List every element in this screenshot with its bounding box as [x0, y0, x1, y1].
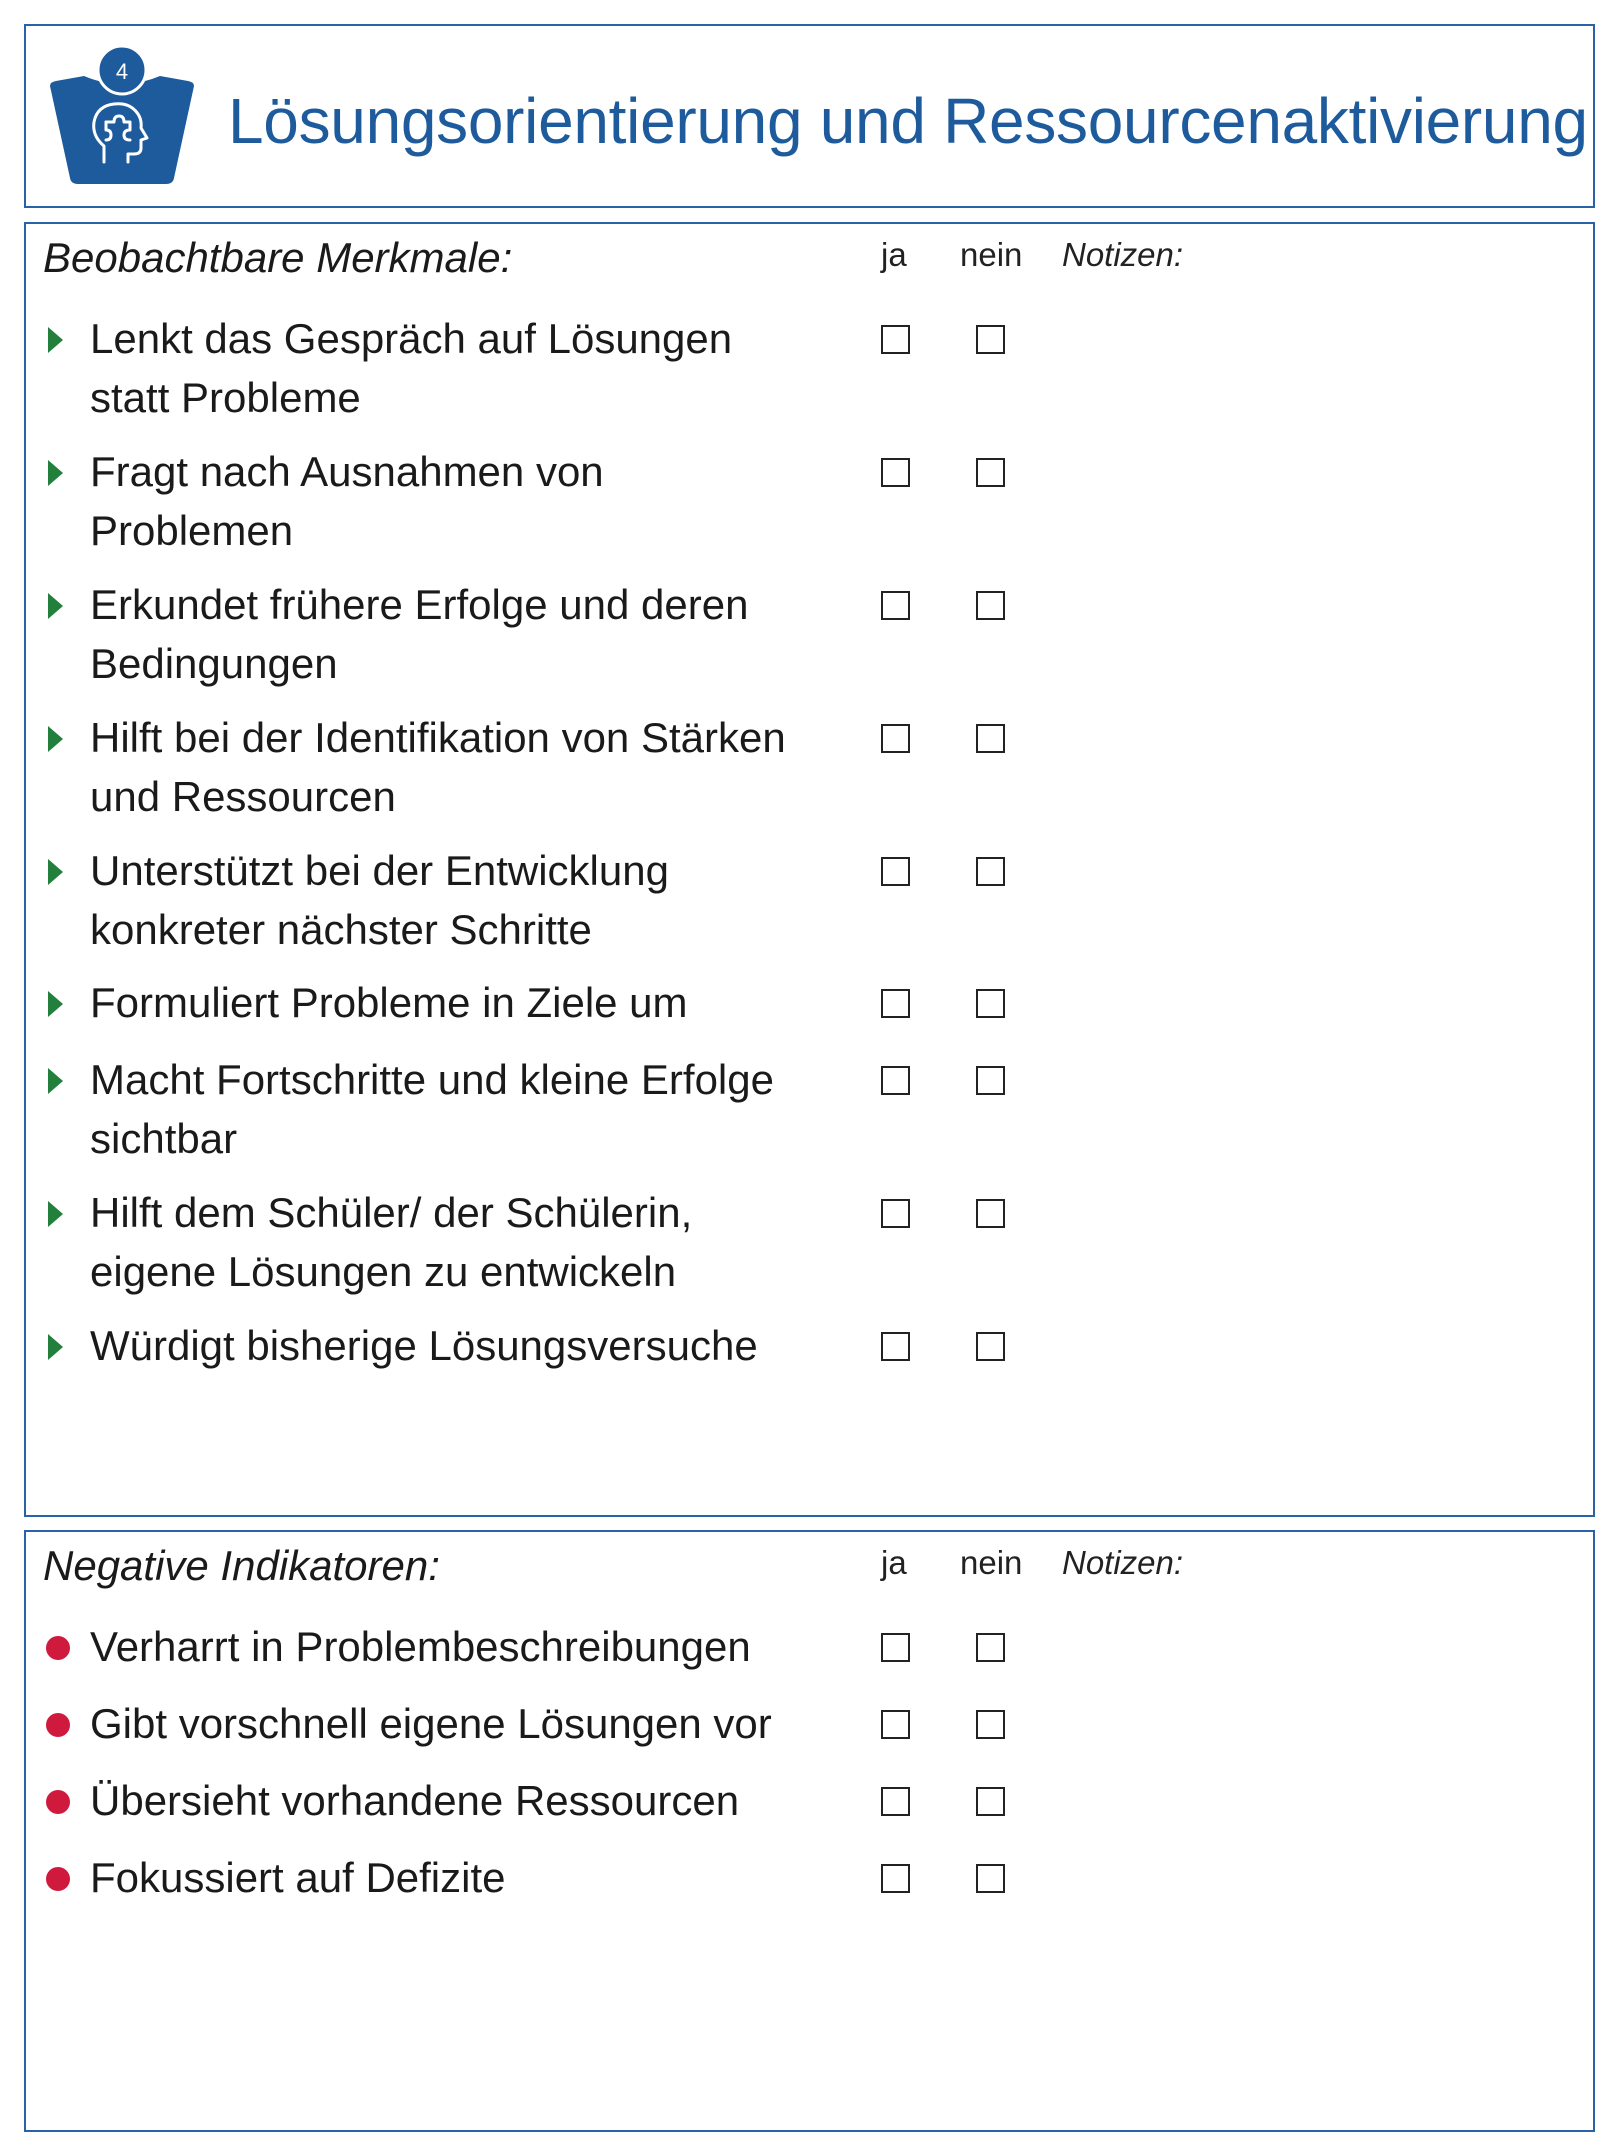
red-dot-bullet-icon: [46, 1867, 70, 1891]
checkbox-yes[interactable]: [881, 1864, 910, 1893]
triangle-bullet-icon: [48, 460, 63, 486]
checkbox-no[interactable]: [976, 458, 1005, 487]
item-text-line: Hilft dem Schüler/ der Schülerin,: [90, 1189, 693, 1236]
item-text-line: Macht Fortschritte und kleine Erfolge: [90, 1056, 774, 1103]
triangle-bullet-icon: [48, 1201, 63, 1227]
col-header-no: nein: [960, 1544, 1023, 1581]
checkbox-yes[interactable]: [881, 1633, 910, 1662]
red-dot-bullet-icon: [46, 1713, 70, 1737]
checkbox-yes[interactable]: [881, 1199, 910, 1228]
item-text-line: Formuliert Probleme in Ziele um: [90, 979, 688, 1026]
header-box: [24, 24, 1595, 208]
triangle-bullet-icon: [48, 593, 63, 619]
badge-number: 4: [115, 59, 129, 84]
item-text-line: eigene Lösungen zu entwickeln: [90, 1248, 677, 1295]
observable-section: [24, 222, 1595, 1517]
checkbox-yes[interactable]: [881, 1332, 910, 1361]
triangle-bullet-icon: [48, 991, 63, 1017]
checkbox-no[interactable]: [976, 1332, 1005, 1361]
checkbox-yes[interactable]: [881, 1710, 910, 1739]
checkbox-no[interactable]: [976, 724, 1005, 753]
red-dot-bullet-icon: [46, 1790, 70, 1814]
checkbox-no[interactable]: [976, 989, 1005, 1018]
item-text-line: konkreter nächster Schritte: [90, 906, 592, 953]
checkbox-yes[interactable]: [881, 1787, 910, 1816]
triangle-bullet-icon: [48, 859, 63, 885]
item-text-line: Problemen: [90, 507, 294, 554]
item-text-line: Übersieht vorhandene Ressourcen: [90, 1777, 740, 1824]
item-text-line: Verharrt in Problembeschreibungen: [90, 1623, 751, 1670]
checkbox-yes[interactable]: [881, 591, 910, 620]
checkbox-yes[interactable]: [881, 458, 910, 487]
col-header-yes: ja: [881, 236, 907, 273]
checkbox-yes[interactable]: [881, 1066, 910, 1095]
item-text-line: Bedingungen: [90, 640, 338, 687]
item-text-line: Fragt nach Ausnahmen von: [90, 448, 604, 495]
red-dot-bullet-icon: [46, 1636, 70, 1660]
checkbox-yes[interactable]: [881, 857, 910, 886]
item-text-line: Fokussiert auf Defizite: [90, 1854, 506, 1901]
checkbox-no[interactable]: [976, 1864, 1005, 1893]
col-header-yes: ja: [881, 1544, 907, 1581]
item-text-line: Hilft bei der Identifikation von Stärken: [90, 714, 786, 761]
triangle-bullet-icon: [48, 327, 63, 353]
item-text-line: Erkundet frühere Erfolge und deren: [90, 581, 749, 628]
col-header-no: nein: [960, 236, 1023, 273]
item-text-line: sichtbar: [90, 1115, 238, 1162]
col-header-notes: Notizen:: [1062, 1544, 1184, 1581]
item-text-line: Würdigt bisherige Lösungsversuche: [90, 1322, 758, 1369]
checkbox-yes[interactable]: [881, 724, 910, 753]
triangle-bullet-icon: [48, 1334, 63, 1360]
item-text-line: Gibt vorschnell eigene Lösungen vor: [90, 1700, 772, 1747]
section-badge: [42, 38, 202, 194]
col-header-notes: Notizen:: [1062, 236, 1184, 273]
triangle-bullet-icon: [48, 726, 63, 752]
observable-heading: Beobachtbare Merkmale:: [43, 234, 513, 281]
checkbox-yes[interactable]: [881, 989, 910, 1018]
negative-heading: Negative Indikatoren:: [43, 1542, 440, 1589]
item-text-line: Unterstützt bei der Entwicklung: [90, 847, 669, 894]
item-text-line: statt Probleme: [90, 374, 361, 421]
checkbox-no[interactable]: [976, 591, 1005, 620]
negative-section: [24, 1530, 1595, 2132]
checkbox-no[interactable]: [976, 857, 1005, 886]
checkbox-no[interactable]: [976, 1787, 1005, 1816]
item-text-line: Lenkt das Gespräch auf Lösungen: [90, 315, 733, 362]
triangle-bullet-icon: [48, 1068, 63, 1094]
checkbox-no[interactable]: [976, 325, 1005, 354]
checkbox-no[interactable]: [976, 1710, 1005, 1739]
checkbox-no[interactable]: [976, 1199, 1005, 1228]
item-text-line: und Ressourcen: [90, 773, 396, 820]
checkbox-no[interactable]: [976, 1633, 1005, 1662]
checkbox-yes[interactable]: [881, 325, 910, 354]
checkbox-no[interactable]: [976, 1066, 1005, 1095]
page-title: Lösungsorientierung und Ressourcenaktivierung: [228, 85, 1588, 157]
